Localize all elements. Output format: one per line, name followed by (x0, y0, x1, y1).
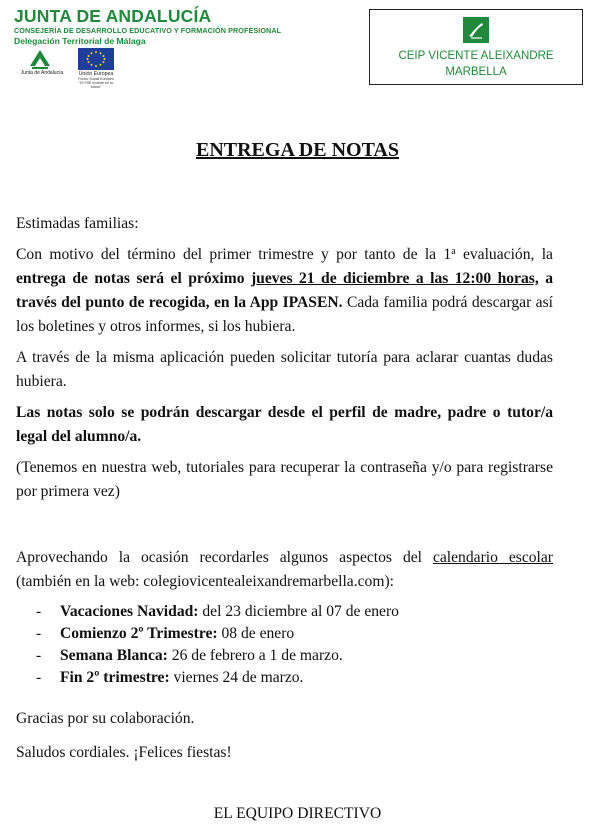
p1-bold2: a través del punto de recogida, en la App IPASEN. (16, 270, 553, 311)
cal-intro-a: Aprovechando la ocasión recordarles algunos aspectos del (16, 549, 433, 566)
date-label: Semana Blanca: (60, 647, 168, 664)
header-left (14, 6, 334, 47)
p1-a: Con motivo del término del primer trimestre y por tanto de la 1 (16, 246, 452, 263)
paragraph-download-notice (16, 401, 553, 449)
eu-label: Unión Europea (78, 71, 114, 77)
date-label: Vacaciones Navidad: (60, 603, 199, 620)
list-item (16, 601, 553, 623)
date-value: 26 de febrero a 1 de marzo. (167, 647, 343, 664)
school-name-line1: CEIP VICENTE ALEIXANDRE (398, 50, 554, 62)
eu-motto: "El FSE invierte en tu futuro" (78, 81, 114, 90)
eu-logo (74, 48, 118, 88)
paragraph-calendar-intro (16, 546, 553, 594)
list-item (16, 645, 553, 667)
bullet-dash: - (36, 647, 42, 664)
list-item (16, 667, 553, 689)
eu-fund: Fondo Social Europeo (78, 77, 114, 81)
calendar-link[interactable]: calendario escolar (432, 549, 553, 566)
school-box (369, 9, 583, 85)
bullet-dash: - (36, 603, 42, 620)
date-value: del 23 diciembre al 07 de enero (198, 603, 399, 620)
p1-bold1: entrega de notas será el próximo (16, 270, 251, 287)
signature: EL EQUIPO DIRECTIVO (213, 805, 382, 822)
dates-list (16, 601, 553, 689)
p1-date-time: jueves 21 de diciembre a las 12:00 horas, (250, 270, 539, 287)
bullet-dash: - (36, 669, 42, 686)
thanks-line: Gracias por su colaboración. (16, 710, 195, 727)
eu-flag-icon (78, 48, 114, 70)
delegation-name: Delegación Territorial de Málaga (14, 36, 146, 46)
page-title (0, 139, 595, 162)
date-value: 08 de enero (217, 625, 295, 642)
org-subtitle: CONSEJERÍA DE DESARROLLO EDUCATIVO Y FORMACIÓN PROFESIONAL (14, 26, 282, 35)
paragraph-notes-delivery (16, 243, 553, 339)
greeting: Estimadas familias: (16, 215, 139, 232)
date-label: Fin 2º trimestre: (60, 669, 170, 686)
list-item (16, 623, 553, 645)
junta-andalucia-logo (20, 48, 64, 88)
bullet-dash: - (36, 625, 42, 642)
junta-emblem-icon (20, 48, 60, 70)
school-name-line2: MARBELLA (445, 66, 507, 78)
p1-c: Cada familia podrá descargar así los boletines y otros informes, si los hubiera. (16, 294, 553, 335)
date-label: Comienzo 2º Trimestre: (60, 625, 218, 642)
page-title-text: ENTREGA DE NOTAS (195, 139, 399, 161)
p3-text: Las notas solo se podrán descargar desde el perfil de madre, padre o tutor/a legal del alumno/a. (16, 404, 553, 445)
paragraph-tutoring: A través de la misma aplicación pueden solicitar tutoría para aclarar cuantas dudas hubiera. (16, 349, 553, 390)
letter-body (16, 212, 553, 765)
org-title: JUNTA DE ANDALUCÍA (14, 6, 212, 26)
ja-logo-text: Junta de Andalucía (20, 70, 64, 76)
cal-intro-b: (también en la web: colegiovicentealeixandremarbella.com): (16, 573, 394, 590)
p1-b: evaluación, la (455, 246, 553, 263)
closing-line: Saludos cordiales. ¡Felices fiestas! (16, 744, 232, 761)
date-value: viernes 24 de marzo. (169, 669, 304, 686)
paragraph-tutorials: (Tenemos en nuestra web, tutoriales para recuperar la contraseña y/o para registrarse por primera vez) (16, 459, 553, 500)
school-logo-icon (463, 17, 489, 43)
school-name (370, 48, 582, 80)
p1-sup: a (451, 246, 456, 257)
